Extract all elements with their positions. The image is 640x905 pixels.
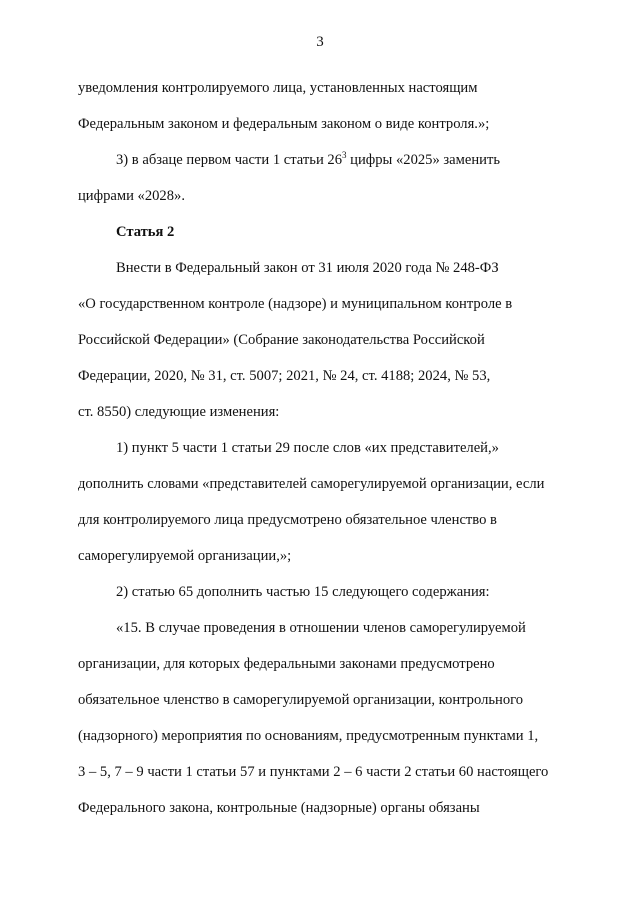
text-line: Федеральным законом и федеральным законом о виде контроля.»; [78, 116, 490, 132]
text-line: «15. В случае проведения в отношении членов саморегулируемой [116, 620, 526, 636]
text-line: Внести в Федеральный закон от 31 июля 2020 года № 248-ФЗ [116, 260, 499, 276]
article-heading: Статья 2 [116, 224, 175, 240]
text-line: уведомления контролируемого лица, установленных настоящим [78, 80, 478, 96]
text-line: обязательное членство в саморегулируемой организации, контрольного [78, 692, 524, 708]
text-line: (надзорного) мероприятия по основаниям, предусмотренным пунктами 1, [78, 728, 539, 744]
text-line: саморегулируемой организации,»; [78, 548, 292, 564]
text-line: Федерального закона, контрольные (надзорные) органы обязаны [78, 800, 480, 816]
text-line: «О государственном контроле (надзоре) и муниципальном контроле в [78, 296, 513, 312]
text-fragment: 3) в абзаце первом части 1 статьи 26 [116, 152, 342, 168]
text-line: цифрами «2028». [78, 188, 185, 204]
text-line: Российской Федерации» (Собрание законодательства Российской [78, 332, 485, 348]
text-line: Федерации, 2020, № 31, ст. 5007; 2021, № 24, ст. 4188; 2024, № 53, [78, 368, 491, 384]
text-fragment: цифры «2025» заменить [346, 152, 501, 168]
document-body [78, 70, 562, 826]
text-line: дополнить словами «представителей саморегулируемой организации, если [78, 476, 545, 492]
text-line: ст. 8550) следующие изменения: [78, 404, 280, 420]
text-line: 3 – 5, 7 – 9 части 1 статьи 57 и пунктами 2 – 6 части 2 статьи 60 настоящего [78, 764, 549, 780]
text-line: 1) пункт 5 части 1 статьи 29 после слов «их представителей,» [116, 440, 499, 456]
page-number: 3 [316, 34, 324, 50]
text-line: для контролируемого лица предусмотрено обязательное членство в [78, 512, 497, 528]
text-line: организации, для которых федеральными законами предусмотрено [78, 656, 495, 672]
text-line: 2) статью 65 дополнить частью 15 следующего содержания: [116, 584, 490, 600]
superscript: 3 [342, 150, 347, 160]
text-line [78, 142, 562, 178]
